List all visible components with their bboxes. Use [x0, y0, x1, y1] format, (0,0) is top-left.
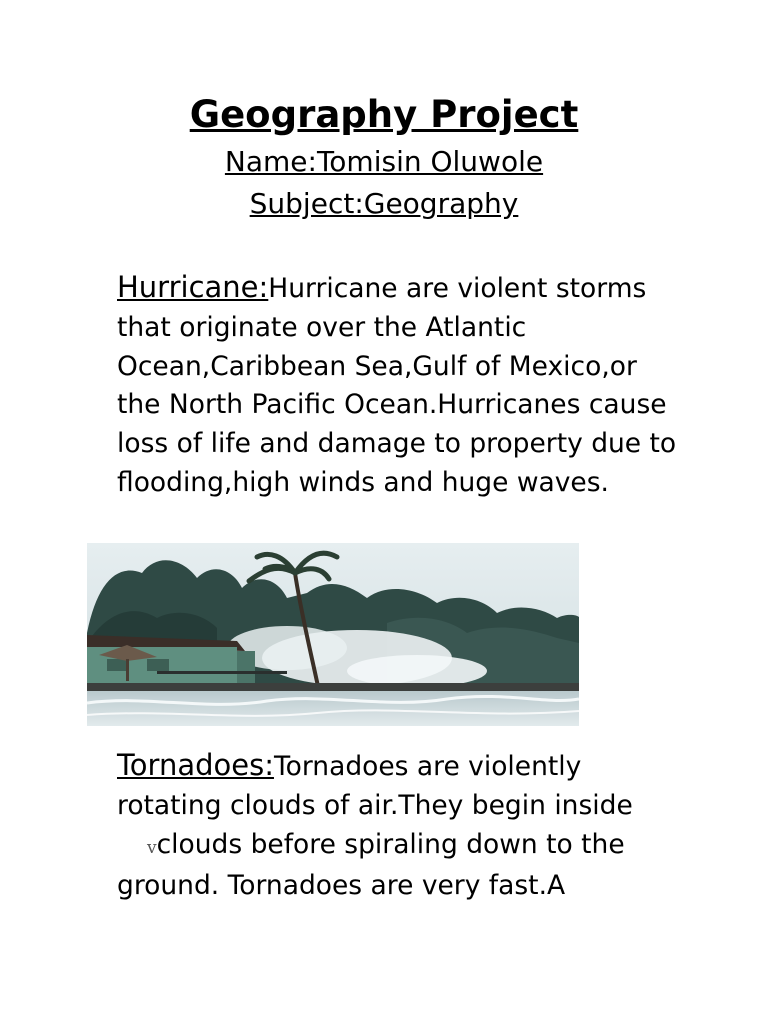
tornadoes-body-part2: clouds before spiraling down to the ground. Tornadoes are very fast.A: [117, 828, 625, 902]
tornadoes-body-part1: Tornadoes are violently rotating clouds of air.They begin inside: [117, 751, 633, 821]
author-name-line: Name:Tomisin Oluwole: [224, 145, 544, 178]
tornadoes-paragraph: [117, 746, 677, 906]
hurricane-paragraph: [117, 268, 677, 503]
indent-marker-glyph: v: [147, 837, 157, 858]
hurricane-heading: Hurricane:: [117, 270, 269, 304]
hurricane-photo: [87, 543, 579, 726]
document-title: Geography Project: [189, 93, 579, 136]
hurricane-body: Hurricane are violent storms that originate over the Atlantic Ocean,Caribbean Sea,Gulf of Mexico,or the North Pacific Ocean.Hurricanes cause loss of life and damage to property due to flooding,high winds and huge waves.: [117, 273, 677, 498]
tornadoes-heading: Tornadoes:: [117, 748, 274, 782]
subject-line: Subject:Geography: [249, 187, 519, 220]
